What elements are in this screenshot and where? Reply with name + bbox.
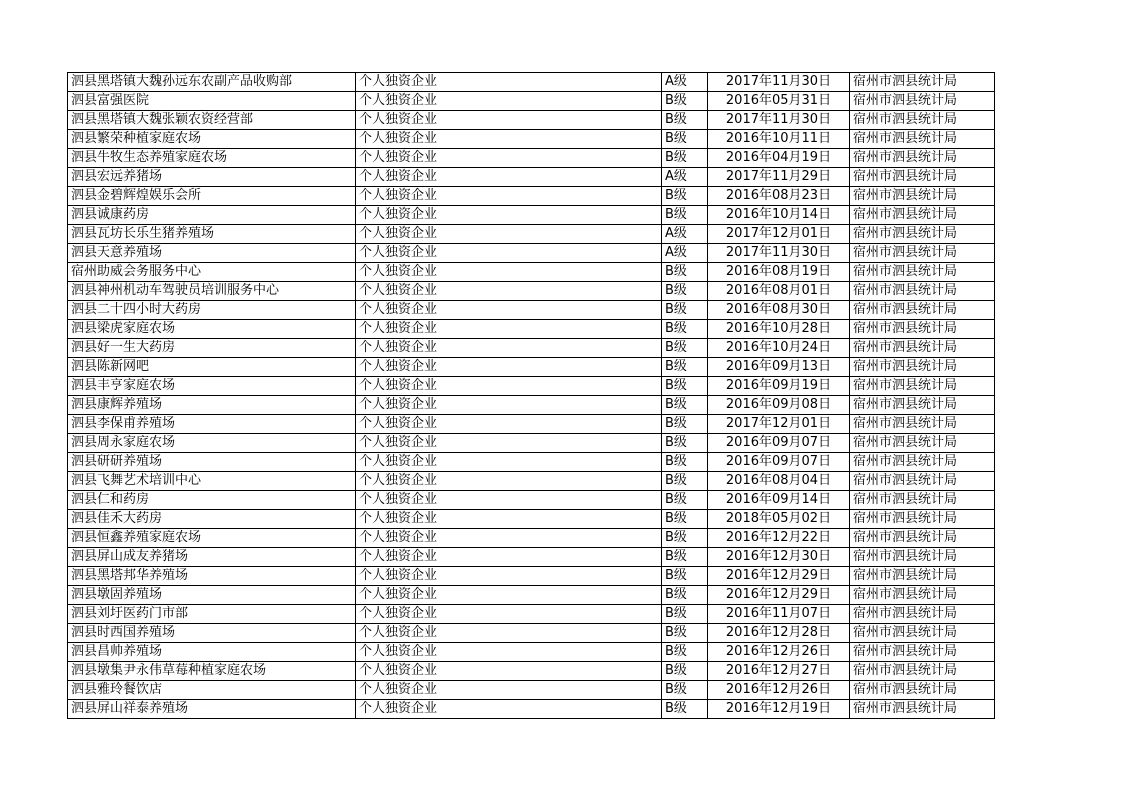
cell-enterprise-type: 个人独资企业 bbox=[356, 415, 662, 434]
table-row bbox=[68, 681, 995, 700]
cell-enterprise-type: 个人独资企业 bbox=[356, 453, 662, 472]
cell-enterprise-name: 泗县二十四小时大药房 bbox=[68, 301, 356, 320]
cell-credit-grade: B级 bbox=[662, 320, 708, 339]
cell-department: 宿州市泗县统计局 bbox=[850, 643, 995, 662]
cell-enterprise-type: 个人独资企业 bbox=[356, 681, 662, 700]
table-row bbox=[68, 225, 995, 244]
cell-date: 2016年08月01日 bbox=[708, 282, 850, 301]
cell-enterprise-name: 泗县天意养殖场 bbox=[68, 244, 356, 263]
cell-enterprise-type: 个人独资企业 bbox=[356, 111, 662, 130]
cell-date: 2016年12月29日 bbox=[708, 586, 850, 605]
cell-department: 宿州市泗县统计局 bbox=[850, 472, 995, 491]
cell-date: 2017年12月01日 bbox=[708, 225, 850, 244]
cell-date: 2016年12月28日 bbox=[708, 624, 850, 643]
table-row bbox=[68, 396, 995, 415]
cell-credit-grade: B级 bbox=[662, 396, 708, 415]
cell-enterprise-type: 个人独资企业 bbox=[356, 624, 662, 643]
cell-credit-grade: B级 bbox=[662, 111, 708, 130]
table-row bbox=[68, 149, 995, 168]
cell-department: 宿州市泗县统计局 bbox=[850, 149, 995, 168]
cell-date: 2016年11月07日 bbox=[708, 605, 850, 624]
table-row bbox=[68, 282, 995, 301]
cell-date: 2017年11月30日 bbox=[708, 244, 850, 263]
cell-credit-grade: B级 bbox=[662, 206, 708, 225]
table-row bbox=[68, 472, 995, 491]
cell-enterprise-name: 泗县神州机动车驾驶员培训服务中心 bbox=[68, 282, 356, 301]
cell-credit-grade: B级 bbox=[662, 624, 708, 643]
cell-enterprise-name: 泗县李保甫养殖场 bbox=[68, 415, 356, 434]
cell-enterprise-name: 泗县诚康药房 bbox=[68, 206, 356, 225]
table-row bbox=[68, 491, 995, 510]
cell-enterprise-name: 泗县梁虎家庭农场 bbox=[68, 320, 356, 339]
cell-department: 宿州市泗县统计局 bbox=[850, 529, 995, 548]
cell-date: 2016年10月11日 bbox=[708, 130, 850, 149]
table-row bbox=[68, 643, 995, 662]
cell-credit-grade: B级 bbox=[662, 187, 708, 206]
cell-enterprise-name: 泗县丰亨家庭农场 bbox=[68, 377, 356, 396]
data-table bbox=[67, 72, 995, 719]
table-row bbox=[68, 434, 995, 453]
cell-date: 2016年12月26日 bbox=[708, 681, 850, 700]
cell-department: 宿州市泗县统计局 bbox=[850, 301, 995, 320]
cell-date: 2017年11月29日 bbox=[708, 168, 850, 187]
cell-enterprise-type: 个人独资企业 bbox=[356, 187, 662, 206]
cell-credit-grade: B级 bbox=[662, 643, 708, 662]
table-row bbox=[68, 206, 995, 225]
cell-date: 2016年12月26日 bbox=[708, 643, 850, 662]
table-row bbox=[68, 586, 995, 605]
table-row bbox=[68, 358, 995, 377]
cell-department: 宿州市泗县统计局 bbox=[850, 320, 995, 339]
cell-enterprise-name: 泗县墩固养殖场 bbox=[68, 586, 356, 605]
cell-credit-grade: B级 bbox=[662, 415, 708, 434]
cell-credit-grade: B级 bbox=[662, 548, 708, 567]
cell-department: 宿州市泗县统计局 bbox=[850, 491, 995, 510]
cell-enterprise-name: 泗县周永家庭农场 bbox=[68, 434, 356, 453]
cell-credit-grade: B级 bbox=[662, 681, 708, 700]
cell-enterprise-name: 泗县黑塔镇大魏张颖农资经营部 bbox=[68, 111, 356, 130]
cell-department: 宿州市泗县统计局 bbox=[850, 206, 995, 225]
cell-enterprise-type: 个人独资企业 bbox=[356, 377, 662, 396]
cell-credit-grade: B级 bbox=[662, 263, 708, 282]
cell-enterprise-type: 个人独资企业 bbox=[356, 700, 662, 719]
table-row bbox=[68, 624, 995, 643]
table-row bbox=[68, 130, 995, 149]
cell-enterprise-type: 个人独资企业 bbox=[356, 73, 662, 92]
cell-enterprise-type: 个人独资企业 bbox=[356, 643, 662, 662]
cell-enterprise-name: 泗县宏远养猪场 bbox=[68, 168, 356, 187]
cell-date: 2016年08月30日 bbox=[708, 301, 850, 320]
cell-department: 宿州市泗县统计局 bbox=[850, 377, 995, 396]
cell-enterprise-type: 个人独资企业 bbox=[356, 358, 662, 377]
cell-credit-grade: B级 bbox=[662, 453, 708, 472]
table-row bbox=[68, 187, 995, 206]
cell-enterprise-name: 泗县黑塔邦华养殖场 bbox=[68, 567, 356, 586]
table-row bbox=[68, 377, 995, 396]
cell-credit-grade: B级 bbox=[662, 130, 708, 149]
cell-enterprise-type: 个人独资企业 bbox=[356, 339, 662, 358]
cell-date: 2016年12月27日 bbox=[708, 662, 850, 681]
cell-enterprise-type: 个人独资企业 bbox=[356, 510, 662, 529]
cell-date: 2017年11月30日 bbox=[708, 111, 850, 130]
cell-department: 宿州市泗县统计局 bbox=[850, 681, 995, 700]
cell-credit-grade: B级 bbox=[662, 700, 708, 719]
table-row bbox=[68, 168, 995, 187]
cell-department: 宿州市泗县统计局 bbox=[850, 662, 995, 681]
cell-enterprise-name: 泗县飞舞艺术培训中心 bbox=[68, 472, 356, 491]
table-row bbox=[68, 548, 995, 567]
table-body bbox=[68, 73, 995, 719]
cell-enterprise-type: 个人独资企业 bbox=[356, 548, 662, 567]
cell-enterprise-type: 个人独资企业 bbox=[356, 168, 662, 187]
cell-enterprise-type: 个人独资企业 bbox=[356, 149, 662, 168]
cell-department: 宿州市泗县统计局 bbox=[850, 586, 995, 605]
cell-enterprise-type: 个人独资企业 bbox=[356, 244, 662, 263]
cell-enterprise-type: 个人独资企业 bbox=[356, 567, 662, 586]
cell-enterprise-type: 个人独资企业 bbox=[356, 434, 662, 453]
cell-date: 2016年12月22日 bbox=[708, 529, 850, 548]
cell-credit-grade: A级 bbox=[662, 244, 708, 263]
cell-department: 宿州市泗县统计局 bbox=[850, 130, 995, 149]
cell-credit-grade: B级 bbox=[662, 662, 708, 681]
cell-credit-grade: B级 bbox=[662, 377, 708, 396]
cell-enterprise-name: 泗县黑塔镇大魏孙远东农副产品收购部 bbox=[68, 73, 356, 92]
cell-enterprise-type: 个人独资企业 bbox=[356, 92, 662, 111]
cell-credit-grade: B级 bbox=[662, 282, 708, 301]
cell-date: 2016年04月19日 bbox=[708, 149, 850, 168]
cell-department: 宿州市泗县统计局 bbox=[850, 396, 995, 415]
cell-department: 宿州市泗县统计局 bbox=[850, 168, 995, 187]
cell-enterprise-name: 泗县富强医院 bbox=[68, 92, 356, 111]
table-row bbox=[68, 415, 995, 434]
cell-date: 2016年10月14日 bbox=[708, 206, 850, 225]
cell-date: 2016年08月23日 bbox=[708, 187, 850, 206]
cell-enterprise-name: 泗县墩集尹永伟草莓种植家庭农场 bbox=[68, 662, 356, 681]
table-row bbox=[68, 301, 995, 320]
cell-department: 宿州市泗县统计局 bbox=[850, 358, 995, 377]
cell-credit-grade: B级 bbox=[662, 510, 708, 529]
cell-credit-grade: B级 bbox=[662, 529, 708, 548]
cell-enterprise-name: 泗县刘圩医药门市部 bbox=[68, 605, 356, 624]
cell-department: 宿州市泗县统计局 bbox=[850, 225, 995, 244]
cell-date: 2016年08月04日 bbox=[708, 472, 850, 491]
cell-enterprise-type: 个人独资企业 bbox=[356, 282, 662, 301]
cell-enterprise-name: 泗县佳禾大药房 bbox=[68, 510, 356, 529]
cell-department: 宿州市泗县统计局 bbox=[850, 73, 995, 92]
cell-credit-grade: B级 bbox=[662, 92, 708, 111]
cell-date: 2017年11月30日 bbox=[708, 73, 850, 92]
cell-department: 宿州市泗县统计局 bbox=[850, 187, 995, 206]
cell-enterprise-name: 宿州助威会务服务中心 bbox=[68, 263, 356, 282]
cell-department: 宿州市泗县统计局 bbox=[850, 510, 995, 529]
cell-enterprise-name: 泗县繁荣种植家庭农场 bbox=[68, 130, 356, 149]
table-row bbox=[68, 529, 995, 548]
cell-enterprise-type: 个人独资企业 bbox=[356, 491, 662, 510]
cell-department: 宿州市泗县统计局 bbox=[850, 282, 995, 301]
cell-enterprise-name: 泗县研研养殖场 bbox=[68, 453, 356, 472]
cell-date: 2018年05月02日 bbox=[708, 510, 850, 529]
cell-date: 2016年08月19日 bbox=[708, 263, 850, 282]
table-row bbox=[68, 662, 995, 681]
cell-enterprise-type: 个人独资企业 bbox=[356, 263, 662, 282]
table-row bbox=[68, 453, 995, 472]
cell-credit-grade: B级 bbox=[662, 491, 708, 510]
cell-date: 2016年09月19日 bbox=[708, 377, 850, 396]
cell-department: 宿州市泗县统计局 bbox=[850, 624, 995, 643]
table-row bbox=[68, 244, 995, 263]
table-row bbox=[68, 567, 995, 586]
cell-department: 宿州市泗县统计局 bbox=[850, 548, 995, 567]
cell-enterprise-name: 泗县恒鑫养殖家庭农场 bbox=[68, 529, 356, 548]
cell-enterprise-name: 泗县雅玲餐饮店 bbox=[68, 681, 356, 700]
table-row bbox=[68, 605, 995, 624]
cell-enterprise-type: 个人独资企业 bbox=[356, 605, 662, 624]
cell-department: 宿州市泗县统计局 bbox=[850, 244, 995, 263]
table-row bbox=[68, 510, 995, 529]
cell-credit-grade: B级 bbox=[662, 358, 708, 377]
cell-enterprise-name: 泗县好一生大药房 bbox=[68, 339, 356, 358]
cell-credit-grade: B级 bbox=[662, 472, 708, 491]
cell-enterprise-type: 个人独资企业 bbox=[356, 130, 662, 149]
cell-date: 2016年09月08日 bbox=[708, 396, 850, 415]
cell-enterprise-name: 泗县时西国养殖场 bbox=[68, 624, 356, 643]
cell-date: 2016年09月07日 bbox=[708, 434, 850, 453]
table-row bbox=[68, 263, 995, 282]
cell-credit-grade: B级 bbox=[662, 605, 708, 624]
cell-date: 2016年12月29日 bbox=[708, 567, 850, 586]
cell-date: 2016年10月28日 bbox=[708, 320, 850, 339]
cell-department: 宿州市泗县统计局 bbox=[850, 415, 995, 434]
cell-enterprise-type: 个人独资企业 bbox=[356, 662, 662, 681]
cell-enterprise-name: 泗县康辉养殖场 bbox=[68, 396, 356, 415]
cell-department: 宿州市泗县统计局 bbox=[850, 111, 995, 130]
cell-credit-grade: B级 bbox=[662, 149, 708, 168]
cell-enterprise-name: 泗县仁和药房 bbox=[68, 491, 356, 510]
cell-credit-grade: B级 bbox=[662, 434, 708, 453]
cell-department: 宿州市泗县统计局 bbox=[850, 263, 995, 282]
cell-credit-grade: B级 bbox=[662, 301, 708, 320]
cell-department: 宿州市泗县统计局 bbox=[850, 453, 995, 472]
cell-date: 2016年10月24日 bbox=[708, 339, 850, 358]
cell-department: 宿州市泗县统计局 bbox=[850, 339, 995, 358]
cell-department: 宿州市泗县统计局 bbox=[850, 434, 995, 453]
cell-credit-grade: A级 bbox=[662, 225, 708, 244]
cell-department: 宿州市泗县统计局 bbox=[850, 700, 995, 719]
cell-enterprise-type: 个人独资企业 bbox=[356, 472, 662, 491]
cell-enterprise-type: 个人独资企业 bbox=[356, 206, 662, 225]
cell-enterprise-name: 泗县屏山祥泰养殖场 bbox=[68, 700, 356, 719]
cell-enterprise-name: 泗县牛牧生态养殖家庭农场 bbox=[68, 149, 356, 168]
cell-enterprise-type: 个人独资企业 bbox=[356, 320, 662, 339]
table-row bbox=[68, 320, 995, 339]
cell-date: 2016年12月19日 bbox=[708, 700, 850, 719]
cell-enterprise-name: 泗县金碧辉煌娱乐会所 bbox=[68, 187, 356, 206]
cell-department: 宿州市泗县统计局 bbox=[850, 92, 995, 111]
cell-date: 2016年09月14日 bbox=[708, 491, 850, 510]
cell-date: 2016年09月07日 bbox=[708, 453, 850, 472]
table-row bbox=[68, 111, 995, 130]
cell-enterprise-type: 个人独资企业 bbox=[356, 529, 662, 548]
cell-credit-grade: A级 bbox=[662, 168, 708, 187]
cell-credit-grade: B级 bbox=[662, 339, 708, 358]
cell-enterprise-name: 泗县屏山成友养猪场 bbox=[68, 548, 356, 567]
table-row bbox=[68, 73, 995, 92]
cell-date: 2016年09月13日 bbox=[708, 358, 850, 377]
cell-department: 宿州市泗县统计局 bbox=[850, 605, 995, 624]
cell-credit-grade: B级 bbox=[662, 567, 708, 586]
cell-enterprise-type: 个人独资企业 bbox=[356, 396, 662, 415]
table-row bbox=[68, 700, 995, 719]
table-row bbox=[68, 92, 995, 111]
cell-department: 宿州市泗县统计局 bbox=[850, 567, 995, 586]
cell-date: 2016年12月30日 bbox=[708, 548, 850, 567]
cell-enterprise-type: 个人独资企业 bbox=[356, 301, 662, 320]
cell-date: 2017年12月01日 bbox=[708, 415, 850, 434]
cell-credit-grade: A级 bbox=[662, 73, 708, 92]
cell-credit-grade: B级 bbox=[662, 586, 708, 605]
cell-enterprise-name: 泗县昌帅养殖场 bbox=[68, 643, 356, 662]
cell-enterprise-name: 泗县陈新网吧 bbox=[68, 358, 356, 377]
cell-enterprise-type: 个人独资企业 bbox=[356, 225, 662, 244]
cell-date: 2016年05月31日 bbox=[708, 92, 850, 111]
table-row bbox=[68, 339, 995, 358]
cell-enterprise-type: 个人独资企业 bbox=[356, 586, 662, 605]
cell-enterprise-name: 泗县瓦坊长乐生猪养殖场 bbox=[68, 225, 356, 244]
